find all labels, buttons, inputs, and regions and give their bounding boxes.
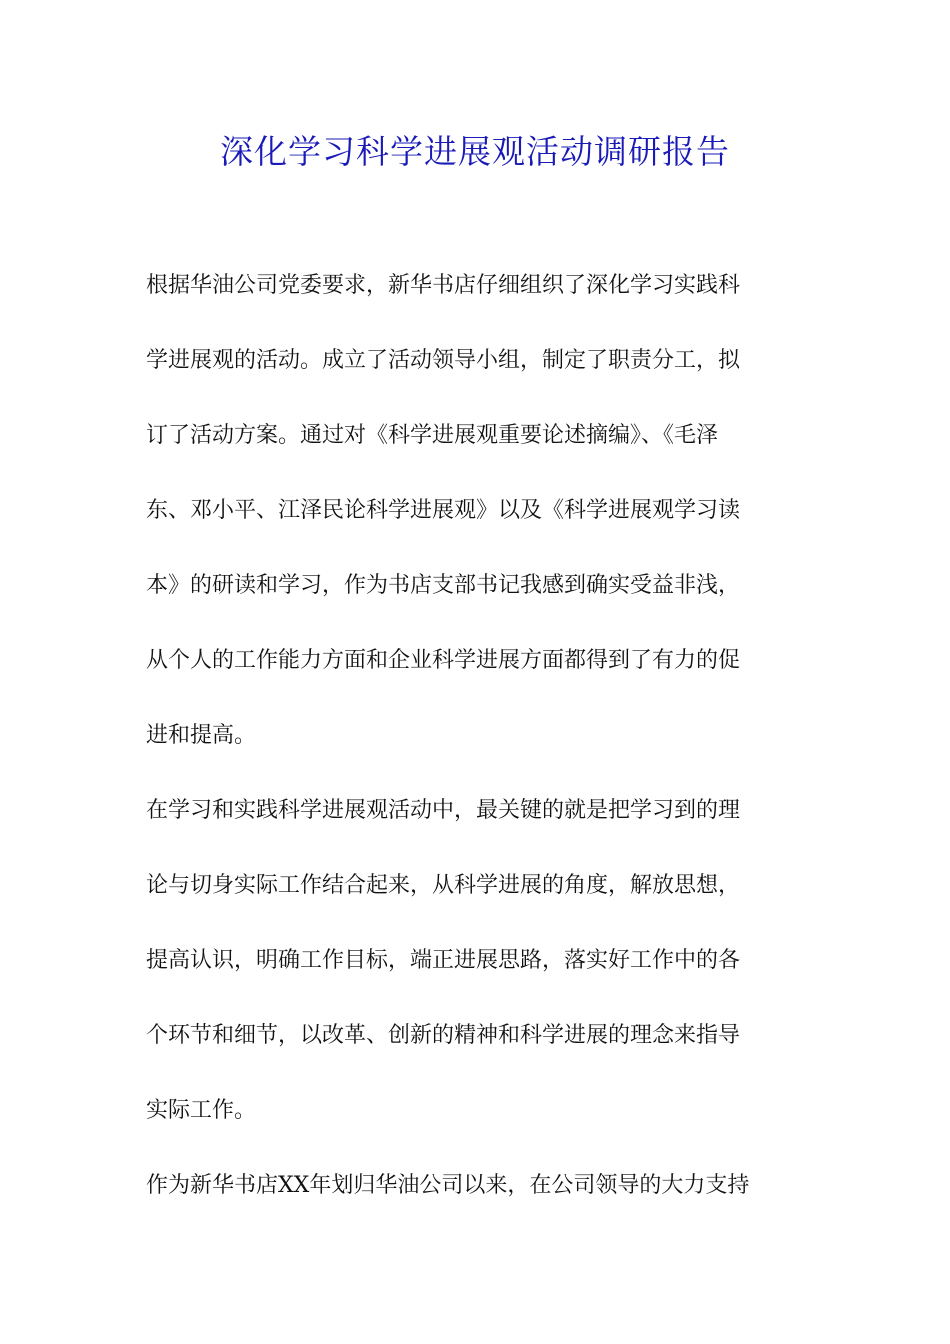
text-line: 订了活动方案。通过对《科学进展观重要论述摘编》、《毛泽	[146, 423, 719, 448]
paragraph-1	[146, 262, 806, 787]
text-line: 学进展观的活动。成立了活动领导小组，制定了职责分工，拟	[146, 348, 741, 373]
text-line: 在学习和实践科学进展观活动中，最关键的就是把学习到的理	[146, 798, 741, 823]
text-line: 提高认识，明确工作目标，端正进展思路，落实好工作中的各	[146, 948, 741, 973]
text-line: 从个人的工作能力方面和企业科学进展方面都得到了有力的促	[146, 648, 741, 673]
text-line: 实际工作。	[146, 1098, 257, 1123]
document-title: 深化学习科学进展观活动调研报告	[220, 132, 730, 171]
text-line: 作为新华书店XX年划归华油公司以来，在公司领导的大力支持	[146, 1173, 750, 1198]
text-line: 东、邓小平、江泽民论科学进展观》以及《科学进展观学习读	[146, 498, 741, 523]
text-line: 个环节和细节，以改革、创新的精神和科学进展的理念来指导	[146, 1023, 741, 1048]
text-line: 进和提高。	[146, 723, 257, 748]
paragraph-2	[146, 787, 806, 1162]
paragraph-3	[146, 1162, 806, 1237]
document-body	[146, 262, 806, 1237]
text-line: 根据华油公司党委要求，新华书店仔细组织了深化学习实践科	[146, 273, 741, 298]
text-line: 本》的研读和学习，作为书店支部书记我感到确实受益非浅，	[146, 573, 741, 598]
text-line: 论与切身实际工作结合起来，从科学进展的角度，解放思想，	[146, 873, 741, 898]
